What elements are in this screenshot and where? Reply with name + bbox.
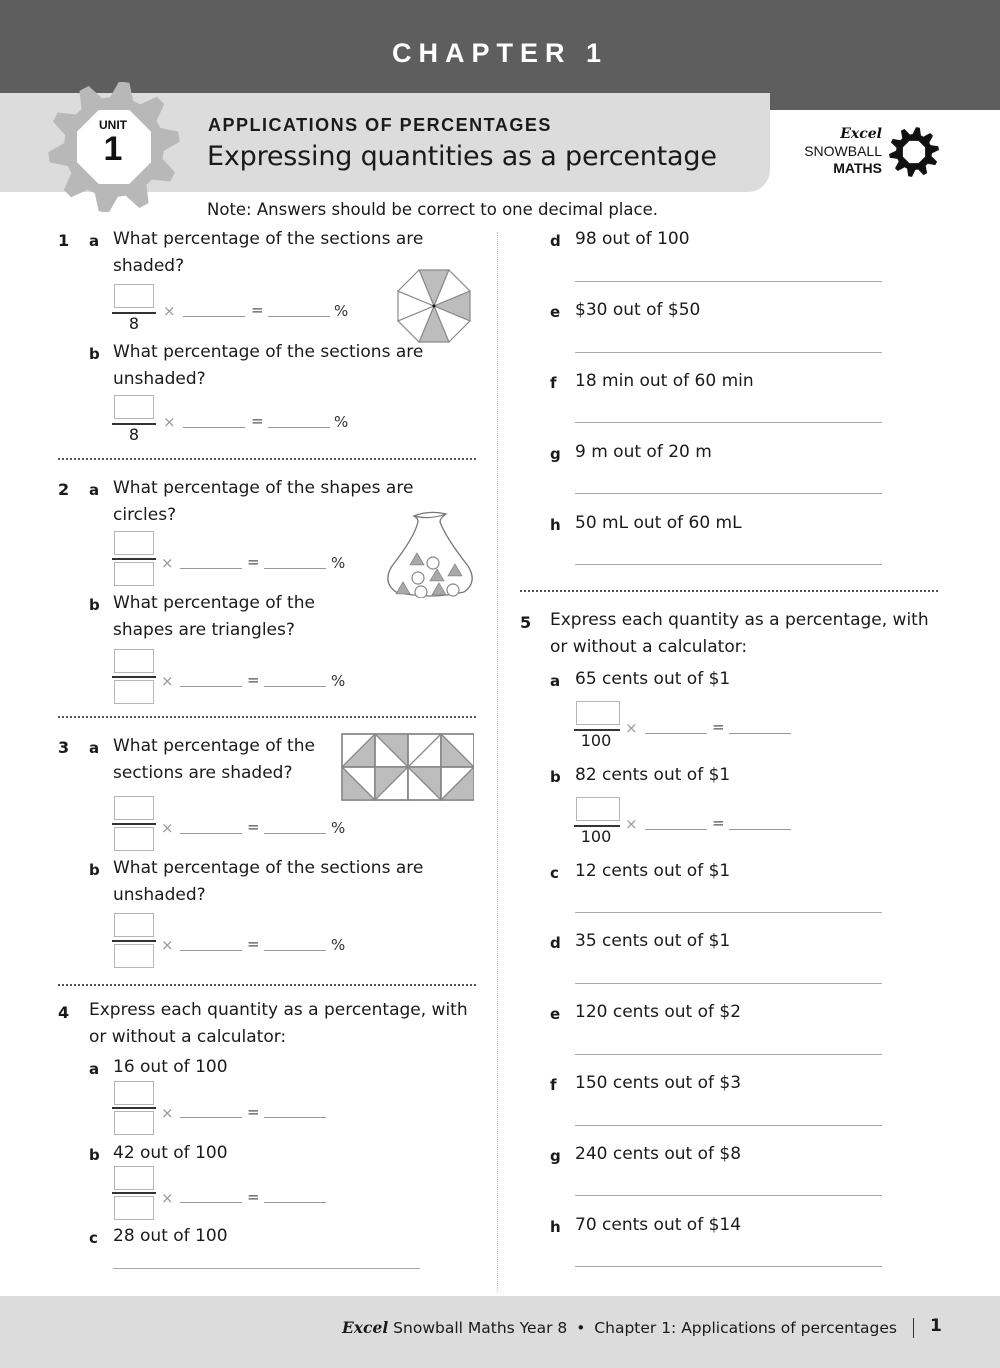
- answer-line[interactable]: [575, 1195, 882, 1196]
- question-1a-line2: shaded?: [113, 256, 185, 276]
- numerator-input[interactable]: [114, 796, 154, 820]
- question-4h-text: 50 mL out of 60 mL: [575, 513, 742, 533]
- denominator-input[interactable]: [114, 562, 154, 586]
- question-2b-line2: shapes are triangles?: [113, 620, 295, 640]
- question-3a-line2: sections are shaded?: [113, 763, 293, 783]
- question-1b-text: [113, 339, 423, 393]
- answer-line[interactable]: [113, 1268, 420, 1269]
- question-4b-letter: b: [89, 1146, 100, 1164]
- question-3a-letter: a: [89, 739, 100, 757]
- bag-of-shapes-figure: [384, 508, 476, 598]
- question-5-text: [550, 607, 929, 661]
- multiplier-blank[interactable]: [180, 1117, 242, 1118]
- times-sign: ×: [161, 1104, 174, 1122]
- numerator-input[interactable]: [114, 531, 154, 555]
- column-divider: [497, 232, 498, 1292]
- question-5b-letter: b: [550, 768, 561, 786]
- question-4h-letter: h: [550, 516, 561, 534]
- equals-sign: =: [247, 671, 260, 689]
- chapter-title: CHAPTER 1: [391, 38, 609, 68]
- question-5b-text: 82 cents out of $1: [575, 765, 731, 785]
- denominator-input[interactable]: [114, 827, 154, 851]
- question-5d-letter: d: [550, 934, 561, 952]
- section-divider: [520, 590, 938, 592]
- footer-chapter: Chapter 1: Applications of percentages: [594, 1319, 897, 1337]
- footer-text: [342, 1318, 897, 1337]
- question-5g-letter: g: [550, 1147, 561, 1165]
- multiplier-blank[interactable]: [180, 686, 242, 687]
- question-4f-text: 18 min out of 60 min: [575, 371, 754, 391]
- question-4a-letter: a: [89, 1060, 100, 1078]
- circle-shape: [412, 572, 424, 584]
- footer-bullet: •: [576, 1319, 586, 1337]
- equals-sign: =: [247, 818, 260, 836]
- logo-maths: MATHS: [833, 160, 882, 176]
- unit-number: 1: [103, 130, 123, 168]
- circle-shape: [415, 586, 427, 598]
- question-2b-line1: What percentage of the: [113, 593, 315, 613]
- section-divider: [58, 458, 476, 460]
- percent-sign: %: [334, 413, 349, 431]
- question-1-number: 1: [58, 231, 70, 250]
- question-5g-text: 240 cents out of $8: [575, 1144, 742, 1164]
- answer-line[interactable]: [575, 352, 882, 353]
- fraction-bar: [112, 940, 156, 942]
- question-3a-line1: What percentage of the: [113, 736, 315, 756]
- question-5f-letter: f: [550, 1076, 557, 1094]
- answer-line[interactable]: [575, 912, 882, 913]
- question-1a-text: [113, 226, 423, 280]
- answer-line[interactable]: [575, 1054, 882, 1055]
- question-5-line2: or without a calculator:: [550, 637, 748, 657]
- question-1b-line1: What percentage of the sections are: [113, 342, 424, 362]
- equals-sign: =: [251, 301, 264, 319]
- question-3b-letter: b: [89, 861, 100, 879]
- question-5-line1: Express each quantity as a percentage, with: [550, 610, 929, 630]
- question-5c-letter: c: [550, 864, 559, 882]
- fraction-bar: [112, 1192, 156, 1194]
- question-1b-letter: b: [89, 345, 100, 363]
- question-4f-letter: f: [550, 374, 557, 392]
- answer-line[interactable]: [575, 281, 882, 282]
- question-5h-letter: h: [550, 1218, 561, 1236]
- percent-sign: %: [331, 819, 346, 837]
- numerator-input[interactable]: [114, 649, 154, 673]
- question-5a-text: 65 cents out of $1: [575, 669, 731, 689]
- circle-shape: [447, 584, 459, 596]
- answer-blank[interactable]: [729, 733, 791, 734]
- question-4e-text: $30 out of $50: [575, 300, 701, 320]
- question-2-number: 2: [58, 480, 70, 499]
- times-sign: ×: [161, 936, 174, 954]
- question-5a-letter: a: [550, 672, 561, 690]
- question-4e-letter: e: [550, 303, 561, 321]
- denominator-input[interactable]: [114, 1111, 154, 1135]
- answer-blank[interactable]: [268, 316, 330, 317]
- multiplier-blank[interactable]: [180, 833, 242, 834]
- question-4-number: 4: [58, 1003, 70, 1022]
- page-title: Expressing quantities as a percentage: [207, 141, 717, 172]
- question-5-number: 5: [520, 613, 532, 632]
- multiplier-blank[interactable]: [180, 568, 242, 569]
- percent-sign: %: [331, 936, 346, 954]
- triangle-grid-figure: [341, 733, 474, 801]
- question-5d-text: 35 cents out of $1: [575, 931, 731, 951]
- numerator-input[interactable]: [114, 284, 154, 308]
- denominator: 100: [580, 731, 612, 750]
- equals-sign: =: [251, 412, 264, 430]
- answer-line[interactable]: [575, 983, 882, 984]
- gear-center: [903, 141, 925, 163]
- question-2b-text: [113, 590, 315, 644]
- question-4d-letter: d: [550, 232, 561, 250]
- question-4c-letter: c: [89, 1229, 98, 1247]
- answer-line[interactable]: [575, 422, 882, 423]
- multiplier-blank[interactable]: [645, 829, 707, 830]
- equals-sign: =: [247, 1188, 260, 1206]
- footer-brand: Excel: [341, 1318, 389, 1337]
- question-4-line2: or without a calculator:: [89, 1027, 287, 1047]
- multiplier-blank[interactable]: [180, 950, 242, 951]
- multiplier-blank[interactable]: [645, 733, 707, 734]
- page-number: 1: [930, 1316, 942, 1336]
- answer-line[interactable]: [575, 1266, 882, 1267]
- section-divider: [58, 984, 476, 986]
- footer-separator: [913, 1318, 914, 1338]
- question-5f-text: 150 cents out of $3: [575, 1073, 742, 1093]
- percent-sign: %: [331, 672, 346, 690]
- answer-blank[interactable]: [264, 686, 326, 687]
- instructions-note: Note: Answers should be correct to one decimal place.: [207, 200, 658, 219]
- question-2a-line1: What percentage of the shapes are: [113, 478, 414, 498]
- question-4-line1: Express each quantity as a percentage, with: [89, 1000, 468, 1020]
- question-4g-text: 9 m out of 20 m: [575, 442, 712, 462]
- times-sign: ×: [163, 413, 176, 431]
- percent-sign: %: [331, 554, 346, 572]
- unit-topic: APPLICATIONS OF PERCENTAGES: [208, 115, 552, 135]
- question-2b-letter: b: [89, 596, 100, 614]
- times-sign: ×: [161, 1189, 174, 1207]
- question-3b-text: [113, 855, 423, 909]
- equals-sign: =: [712, 718, 725, 736]
- times-sign: ×: [161, 554, 174, 572]
- denominator: 100: [580, 827, 612, 846]
- question-5e-letter: e: [550, 1005, 561, 1023]
- answer-blank[interactable]: [264, 1202, 326, 1203]
- question-2a-text: [113, 475, 413, 529]
- numerator-input[interactable]: [114, 395, 154, 419]
- answer-blank[interactable]: [264, 833, 326, 834]
- question-1b-line2: unshaded?: [113, 369, 206, 389]
- numerator-input[interactable]: [576, 701, 620, 725]
- answer-blank[interactable]: [264, 568, 326, 569]
- percent-sign: %: [334, 302, 349, 320]
- question-5e-text: 120 cents out of $2: [575, 1002, 742, 1022]
- denominator-input[interactable]: [114, 1196, 154, 1220]
- numerator-input[interactable]: [114, 913, 154, 937]
- gear-icon: [888, 126, 940, 178]
- times-sign: ×: [625, 719, 638, 737]
- numerator-input[interactable]: [114, 1081, 154, 1105]
- multiplier-blank[interactable]: [183, 316, 245, 317]
- answer-blank[interactable]: [264, 1117, 326, 1118]
- question-4d-text: 98 out of 100: [575, 229, 690, 249]
- octagon-figure: [394, 266, 474, 346]
- times-sign: ×: [161, 819, 174, 837]
- question-4c-text: 28 out of 100: [113, 1226, 228, 1246]
- question-1a-letter: a: [89, 232, 100, 250]
- denominator-input[interactable]: [114, 680, 154, 704]
- times-sign: ×: [163, 302, 176, 320]
- equals-sign: =: [247, 935, 260, 953]
- question-5h-text: 70 cents out of $14: [575, 1215, 742, 1235]
- question-4b-text: 42 out of 100: [113, 1143, 228, 1163]
- question-3a-text: [113, 733, 315, 787]
- question-2a-letter: a: [89, 481, 100, 499]
- logo-snowball: SNOWBALL: [804, 143, 882, 159]
- equals-sign: =: [247, 553, 260, 571]
- times-sign: ×: [625, 815, 638, 833]
- equals-sign: =: [712, 814, 725, 832]
- footer-book-title: Snowball Maths Year 8: [393, 1319, 568, 1337]
- question-4g-letter: g: [550, 445, 561, 463]
- circle-shape: [427, 557, 439, 569]
- question-3b-line2: unshaded?: [113, 885, 206, 905]
- answer-blank[interactable]: [729, 829, 791, 830]
- question-2a-line2: circles?: [113, 505, 177, 525]
- unit-label: UNIT: [99, 118, 127, 132]
- fraction-bar: [112, 676, 156, 678]
- octagon-center: [433, 305, 436, 308]
- fraction-bar: [112, 558, 156, 560]
- multiplier-blank[interactable]: [183, 427, 245, 428]
- answer-blank[interactable]: [264, 950, 326, 951]
- bag-outline: [388, 512, 472, 596]
- answer-line[interactable]: [575, 1125, 882, 1126]
- logo-excel: Excel: [840, 126, 882, 142]
- answer-line[interactable]: [575, 564, 882, 565]
- question-1a-line1: What percentage of the sections are: [113, 229, 424, 249]
- question-4a-text: 16 out of 100: [113, 1057, 228, 1077]
- numerator-input[interactable]: [114, 1166, 154, 1190]
- question-3b-line1: What percentage of the sections are: [113, 858, 424, 878]
- denominator: 8: [128, 425, 140, 444]
- section-divider: [58, 716, 476, 718]
- denominator: 8: [128, 314, 140, 333]
- fraction-bar: [112, 1107, 156, 1109]
- numerator-input[interactable]: [576, 797, 620, 821]
- equals-sign: =: [247, 1103, 260, 1121]
- question-5c-text: 12 cents out of $1: [575, 861, 731, 881]
- times-sign: ×: [161, 672, 174, 690]
- publisher-logo: [800, 126, 945, 181]
- multiplier-blank[interactable]: [180, 1202, 242, 1203]
- answer-line[interactable]: [575, 493, 882, 494]
- fraction-bar: [112, 823, 156, 825]
- denominator-input[interactable]: [114, 944, 154, 968]
- question-4-text: [89, 997, 468, 1051]
- question-3-number: 3: [58, 738, 70, 757]
- answer-blank[interactable]: [268, 427, 330, 428]
